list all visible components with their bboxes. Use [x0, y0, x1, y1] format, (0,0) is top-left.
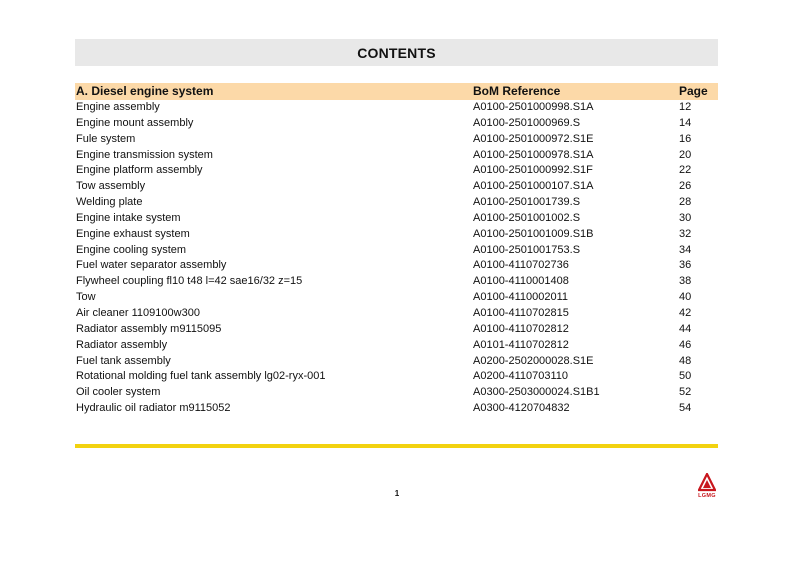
item-name: Fuel tank assembly	[76, 354, 171, 367]
logo-text: LGMG	[698, 493, 716, 499]
title-bar	[75, 39, 718, 66]
bom-reference: A0100-4110702736	[473, 259, 569, 272]
table-row	[75, 385, 718, 401]
item-name: Flywheel coupling fl10 t48 l=42 sae16/32 z=15	[76, 275, 303, 288]
item-name: Engine platform assembly	[76, 164, 203, 177]
table-row	[75, 322, 718, 338]
contents-table	[75, 100, 718, 417]
page-header: Page	[679, 84, 708, 98]
bom-reference: A0101-4110702812	[473, 338, 569, 351]
item-name: Radiator assembly	[76, 338, 168, 351]
item-name: Air cleaner 1109100w300	[76, 306, 200, 319]
bom-reference: A0100-2501001753.S	[473, 243, 581, 256]
page-ref: 54	[679, 402, 692, 415]
item-name: Welding plate	[76, 196, 143, 209]
page-ref: 14	[679, 116, 692, 129]
item-name: Engine intake system	[76, 211, 181, 224]
page-ref: 26	[679, 180, 692, 193]
item-name: Engine assembly	[76, 101, 160, 113]
page-ref: 34	[679, 243, 692, 256]
bom-reference: A0100-2501000107.S1A	[473, 180, 594, 193]
page-ref: 16	[679, 132, 692, 145]
table-row	[75, 290, 718, 306]
item-name: Engine mount assembly	[76, 116, 194, 129]
page-ref: 30	[679, 211, 692, 224]
table-row	[75, 401, 718, 417]
bom-reference: A0100-2501001002.S	[473, 211, 581, 224]
page-ref: 50	[679, 370, 692, 383]
item-name: Tow assembly	[76, 180, 146, 193]
page-ref: 46	[679, 338, 692, 351]
bom-reference: A0100-2501000978.S1A	[473, 148, 594, 161]
bom-reference: A0100-4110002011	[473, 291, 569, 304]
page-ref: 52	[679, 386, 692, 399]
item-name: Oil cooler system	[76, 386, 161, 399]
page-ref: 38	[679, 275, 692, 288]
bom-reference: A0100-4110702815	[473, 306, 569, 319]
bom-reference: A0100-4110001408	[473, 275, 569, 288]
table-row	[75, 116, 718, 132]
page-ref: 28	[679, 196, 692, 209]
table-row	[75, 274, 718, 290]
table-row	[75, 338, 718, 354]
table-row	[75, 258, 718, 274]
bom-reference: A0300-4120704832	[473, 402, 570, 415]
bom-reference: A0100-2501000969.S	[473, 116, 581, 129]
page-title: CONTENTS	[357, 44, 436, 61]
item-name: Engine cooling system	[76, 243, 187, 256]
table-row	[75, 132, 718, 148]
page-number: 1	[394, 489, 400, 498]
item-name: Engine exhaust system	[76, 227, 190, 240]
bom-reference: A0300-2503000024.S1B1	[473, 386, 600, 399]
page-ref: 12	[679, 101, 692, 113]
table-row	[75, 148, 718, 164]
item-name: Radiator assembly m9115095	[76, 322, 222, 335]
bom-reference: A0200-2502000028.S1E	[473, 354, 594, 367]
page-ref: 20	[679, 148, 692, 161]
table-row	[75, 243, 718, 259]
page-ref: 22	[679, 164, 692, 177]
bom-reference: A0200-4110703110	[473, 370, 569, 383]
item-name: Hydraulic oil radiator m9115052	[76, 402, 231, 415]
page-ref: 40	[679, 291, 692, 304]
bom-reference: A0100-2501000972.S1E	[473, 132, 594, 145]
bom-reference: A0100-2501000998.S1A	[473, 101, 594, 113]
table-row	[75, 211, 718, 227]
table-row	[75, 354, 718, 370]
table-row	[75, 179, 718, 195]
page-ref: 44	[679, 322, 692, 335]
page-ref: 42	[679, 306, 692, 319]
page-ref: 48	[679, 354, 692, 367]
page-ref: 36	[679, 259, 692, 272]
table-row	[75, 163, 718, 179]
bom-reference-header: BoM Reference	[473, 84, 561, 98]
table-row	[75, 369, 718, 385]
item-name: Fule system	[76, 132, 136, 145]
table-row	[75, 227, 718, 243]
table-row	[75, 100, 718, 116]
bom-reference: A0100-2501001739.S	[473, 196, 581, 209]
section-heading: A. Diesel engine system	[76, 84, 214, 98]
bom-reference: A0100-2501000992.S1F	[473, 164, 593, 177]
lgmg-logo-icon	[694, 473, 720, 501]
table-row	[75, 195, 718, 211]
page-ref: 32	[679, 227, 692, 240]
item-name: Tow	[76, 291, 96, 304]
bom-reference: A0100-4110702812	[473, 322, 569, 335]
bom-reference: A0100-2501001009.S1B	[473, 227, 594, 240]
table-header-row	[75, 83, 718, 100]
footer-rule	[75, 444, 718, 448]
item-name: Fuel water separator assembly	[76, 259, 227, 272]
item-name: Engine transmission system	[76, 148, 213, 161]
logo-mark-icon	[698, 473, 716, 492]
table-row	[75, 306, 718, 322]
item-name: Rotational molding fuel tank assembly lg02-ryx-001	[76, 370, 326, 383]
